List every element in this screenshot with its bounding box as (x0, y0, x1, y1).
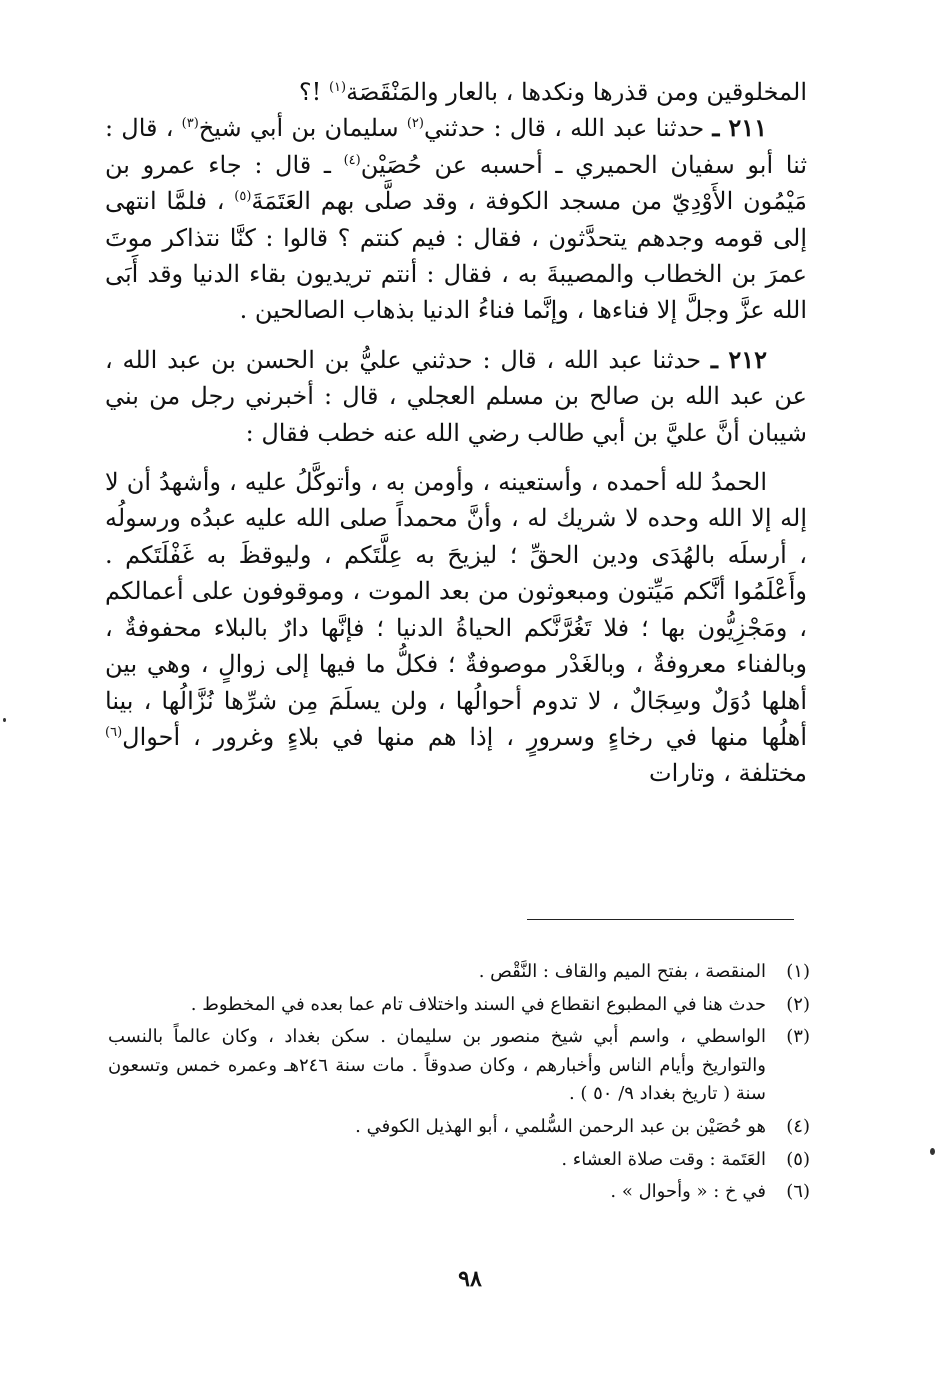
footnote (108, 1113, 810, 1142)
entry-number: ٢١١ ـ (712, 113, 767, 143)
footnote-number: (٢) (786, 993, 810, 1015)
scan-speck (3, 718, 6, 722)
footnote-number: (٦) (786, 1181, 810, 1203)
footnotes (108, 958, 810, 1211)
text-run: حدثنا عبد الله ، قال : حدثني (423, 114, 713, 143)
footnote-separator (527, 919, 794, 920)
footnote-ref: (٤) (343, 152, 361, 168)
footnote-ref: (٥) (234, 189, 252, 205)
footnote-text: المنقصة ، بفتح الميم والقاف : النَّقْص . (478, 961, 766, 982)
footnote (108, 1178, 810, 1207)
text-run: الحمدُ لله أحمده ، وأستعينه ، وأومن به ، وأتوكَّلُ عليه ، وأشهدُ أن لا إله إلا الله وحده لا شريك له ، وأنَّ محمداً صلى الله عليه عبدُه ورسولُه ، أرسلَه بالهُدَى ودين الحقِّ ؛ ليزيحَ به عِلَّتَكم ، وليوقظَ به غَفْلَتَكم . وأَعْلَمُوا أنَّكم مَيِّتون ومبعوثون من بعد الموت ، وموقوفون على أعمالكم ، ومَجْزِيُّون بها ؛ فلا تَغُرَّنَّكم الحياةُ الدنيا ؛ فإنَّها دارٌ بالبلاء محفوفةٌ ، وبالفناء معروفةٌ ، وبالغَدْر موصوفةٌ ؛ فكلُّ ما فيها إلى زوالٍ ، وهي بين أهلها دُوَلٌ وسِجَالٌ ، لا تدوم أحوالُها ، ولن يسلَمَ مِن شرِّها نُزَّالُها ، بينا أهلُها منها في رخاءٍ وسرورٍ ، إذا هم منها في بلاءٍ وغرور ، أحوال (105, 468, 808, 751)
footnote-ref: (٣) (181, 116, 199, 132)
paragraph-211 (105, 110, 807, 328)
main-text (105, 74, 807, 792)
footnote (108, 958, 810, 987)
text-run: ، فلمَّا انتهى إلى قومه وجدهم يتحدَّثون ، فقال : فيم كنتم ؟ قالوا : كنَّا نتذاكر موتَ عمرَ بن الخطاب والمصيبةَ به ، فقال : أنتم تريديون بقاء الدنيا وقد أَبَى الله عزَّ وجلَّ إلا فناءها ، وإنَّما فناءُ الدنيا بذهاب الصالحين . (105, 187, 807, 325)
footnote-number: (١) (786, 961, 810, 982)
continued-line (105, 74, 807, 110)
text-run: المخلوقين ومن قذرها ونكدها ، بالعار والمَنْقَصَة (346, 78, 807, 106)
footnote-ref: (٢) (406, 116, 424, 132)
text-run: !؟ (298, 78, 329, 106)
footnote-ref: (٦) (105, 724, 123, 740)
text-run: ـ قال : جاء عمرو بن مَيْمُون الأَوْدِيّ من مسجد الكوفة ، وقد صلَّى بهم العَتَمَةَ (105, 150, 807, 216)
text-run: حدثنا عبد الله ، قال : حدثني عليُّ بن الحسن بن عبد الله ، عن عبد الله بن صالح بن مسلم العجلي ، قال : أخبرني رجل من بني شيبان أنَّ عليَّ بن أبي طالب رضي الله عنه خطب فقال : (105, 345, 807, 447)
footnote (108, 1146, 810, 1175)
footnote-number: (٤) (786, 1115, 810, 1137)
entry-number: ٢١٢ ـ (710, 344, 768, 374)
footnote-text: الواسطي ، واسم أبي شيخ منصور بن سليمان . سكن بغداد ، وكان عالماً بالنسب والتواريخ وأيام الناس وأخبارهم ، وكان صدوقاً . مات سنة ٢٤٦هـ وعمره خمس وتسعون سنة ( تاريخ بغداد ٩/ ٥٠ ) . (108, 1026, 766, 1105)
footnote-text: حدث هنا في المطبوع انقطاع في السند واختلاف تام عما بعده في المخطوط . (190, 993, 766, 1015)
paragraph-sermon (105, 464, 807, 792)
page-number: ٩٨ (458, 1266, 482, 1292)
text-run: سليمان بن أبي شيخ (198, 114, 407, 143)
scan-speck (930, 1148, 935, 1155)
footnote-number: (٣) (786, 1026, 810, 1048)
footnote (108, 991, 810, 1020)
footnote-text: في خ : « وأحوال » . (610, 1181, 766, 1203)
footnote-text: العَتَمة : وقت صلاة العشاء . (561, 1148, 766, 1170)
footnote-text: هو حُصَيْن بن عبد الرحمن السُّلمي ، أبو الهذيل الكوفي . (355, 1115, 766, 1137)
footnote-ref: (١) (328, 80, 347, 95)
footnote (108, 1023, 810, 1109)
text-run: مختلفة ، وتارات (649, 759, 807, 788)
paragraph-212 (105, 342, 807, 451)
text-run: ، قال : ثنا أبو سفيان الحميري ـ أحسبه عن حُصَيْن (105, 114, 808, 179)
footnote-number: (٥) (786, 1148, 810, 1170)
